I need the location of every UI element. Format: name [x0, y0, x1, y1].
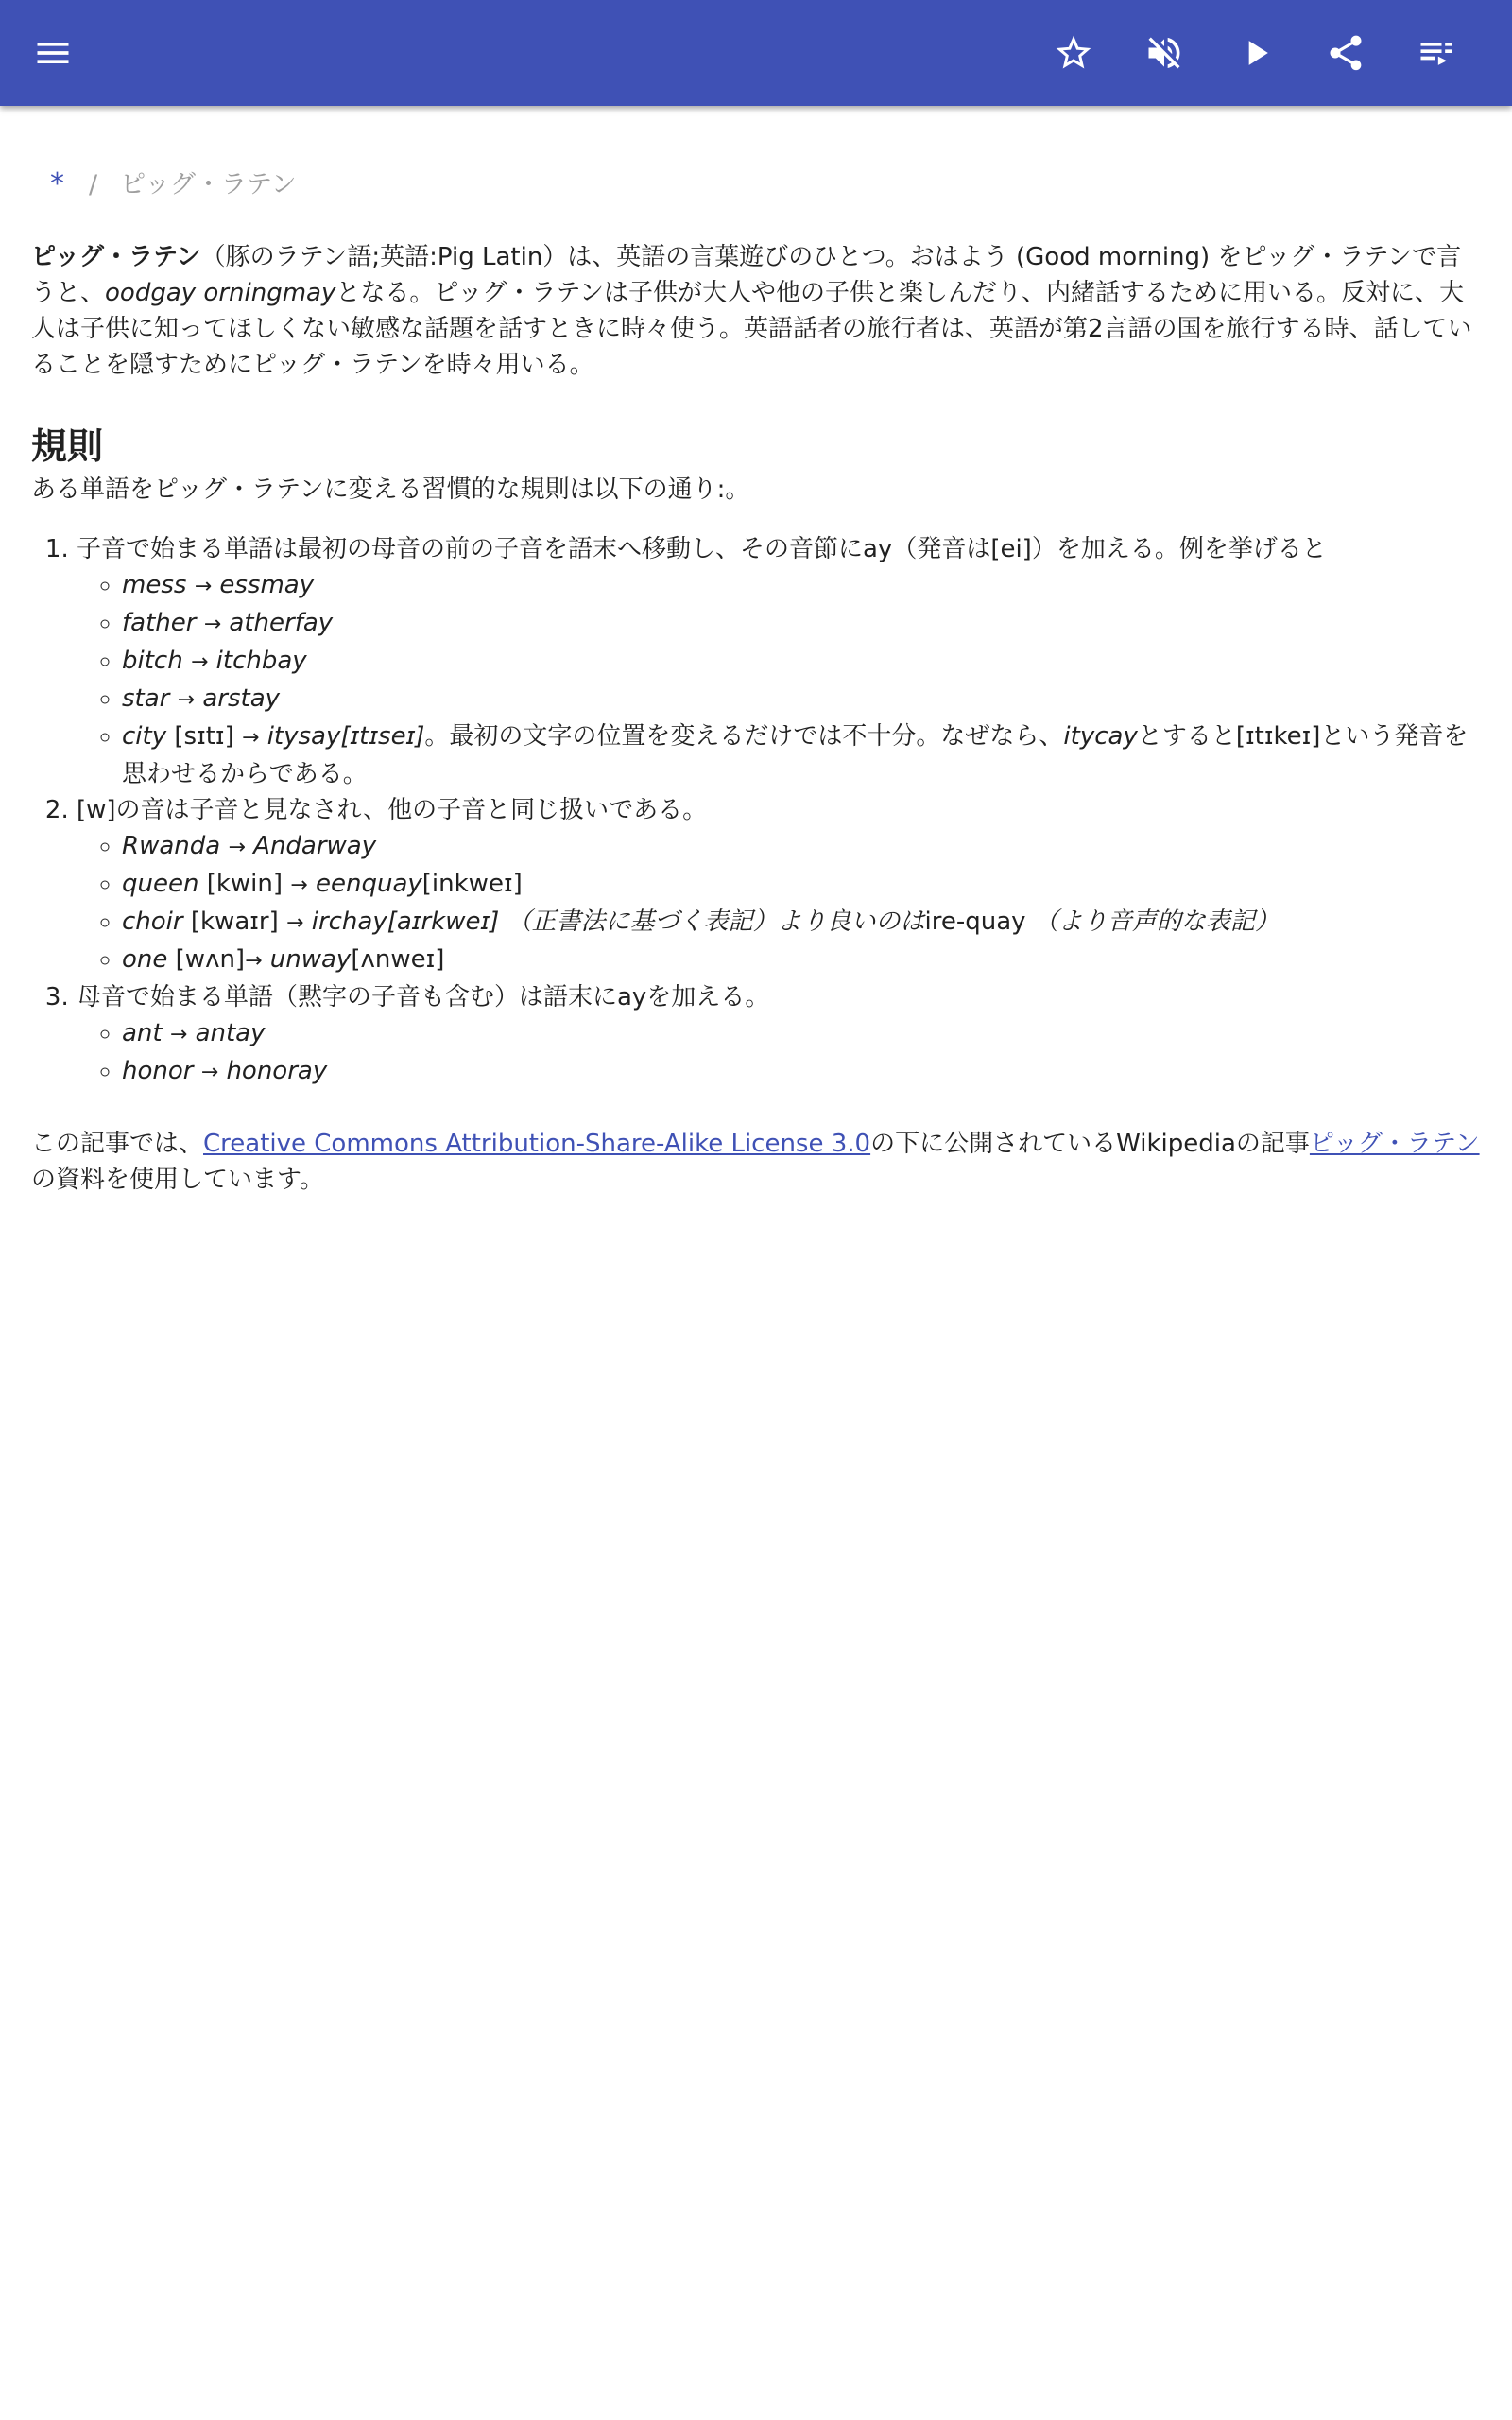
- rule-item: [77, 531, 1482, 792]
- breadcrumb-separator: /: [89, 170, 98, 199]
- intro-example: oodgay orningmay: [105, 279, 336, 307]
- star-icon[interactable]: [1040, 19, 1108, 87]
- breadcrumb-home-link[interactable]: *: [50, 167, 64, 200]
- example-item: ◦ bitch → itchbay: [122, 643, 1482, 681]
- attribution-footer: [31, 1126, 1482, 1198]
- rules-list: [31, 531, 1482, 1091]
- share-icon[interactable]: [1312, 19, 1380, 87]
- breadcrumb-current: ピッグ・ラテン: [120, 170, 297, 199]
- example-list: [77, 1015, 1482, 1091]
- play-icon[interactable]: [1222, 19, 1290, 87]
- footer-text: この記事では、: [31, 1130, 204, 1158]
- breadcrumb: [50, 151, 1482, 217]
- rule-text: [w]の音は子音と見なされ、他の子音と同じ扱いである。: [77, 796, 708, 824]
- rule-text: 子音で始まる単語は最初の母音の前の子音を語末へ移動し、その音節にay（発音は[ei]）を加える。例を挙げると: [77, 535, 1327, 563]
- rules-intro: ある単語をピッグ・ラテンに変える習慣的な規則は以下の通り:。: [31, 475, 750, 504]
- menu-icon[interactable]: [19, 19, 87, 87]
- example-item: ◦ choir [kwaɪr] → irchay[aɪrkweɪ] （正書法に基づく表記）より良いのはire-quay （より音声的な表記）: [122, 904, 1482, 942]
- intro-paragraph: [31, 239, 1482, 383]
- app-bar: [0, 0, 1512, 106]
- footer-text: の下に公開されているWikipediaの記事: [870, 1130, 1310, 1158]
- rule-item: [77, 979, 1482, 1091]
- playlist-icon[interactable]: [1402, 19, 1470, 87]
- example-item: ◦ ant → antay: [122, 1015, 1482, 1053]
- example-item: ◦ Rwanda → Andarway: [122, 828, 1482, 866]
- article-content: [31, 151, 1482, 1198]
- example-item: ◦ honor → honoray: [122, 1053, 1482, 1091]
- footer-text: の資料を使用しています。: [31, 1166, 324, 1194]
- example-item: ◦ queen [kwin] → eenquay[inkweɪ]: [122, 866, 1482, 904]
- example-item: ◦ mess → essmay: [122, 567, 1482, 605]
- example-list: [77, 567, 1482, 792]
- example-item: ◦ city [sɪtɪ] → itysay[ɪtɪseɪ]。最初の文字の位置を変えるだけでは不十分。なぜなら、itycayとすると[ɪtɪkeɪ]という発音を思わせるからである。: [122, 718, 1482, 792]
- intro-text: となる。ピッグ・ラテンは子供が大人や他の子供と楽しんだり、内緒話するために用いる。反対に、大人は子供に知ってほしくない敏感な話題を話すときに時々使う。英語話者の旅行者は、英語が第2言語の国を旅行する時、話していることを隠すためにピッグ・ラテンを時々用いる。: [31, 279, 1472, 379]
- example-item: ◦ star → arstay: [122, 681, 1482, 718]
- license-link[interactable]: Creative Commons Attribution-Share-Alike License 3.0: [203, 1130, 871, 1158]
- rule-item: [77, 792, 1482, 979]
- intro-text: （豚のラテン語;英語:Pig Latin）は、英語の言葉遊びのひとつ。おはよう (Good morning) をピッグ・ラテンで言うと、: [31, 243, 1462, 307]
- example-list: [77, 828, 1482, 979]
- rule-text: 母音で始まる単語（黙字の子音も含む）は語末にayを加える。: [77, 983, 770, 1011]
- volume-off-icon[interactable]: [1130, 19, 1198, 87]
- intro-term: ピッグ・ラテン: [31, 243, 201, 271]
- rules-heading: 規則: [31, 425, 104, 467]
- example-item: ◦ father → atherfay: [122, 605, 1482, 643]
- wikipedia-article-link[interactable]: ピッグ・ラテン: [1309, 1130, 1480, 1158]
- example-item: ◦ one [wʌn]→ unway[ʌnweɪ]: [122, 942, 1482, 979]
